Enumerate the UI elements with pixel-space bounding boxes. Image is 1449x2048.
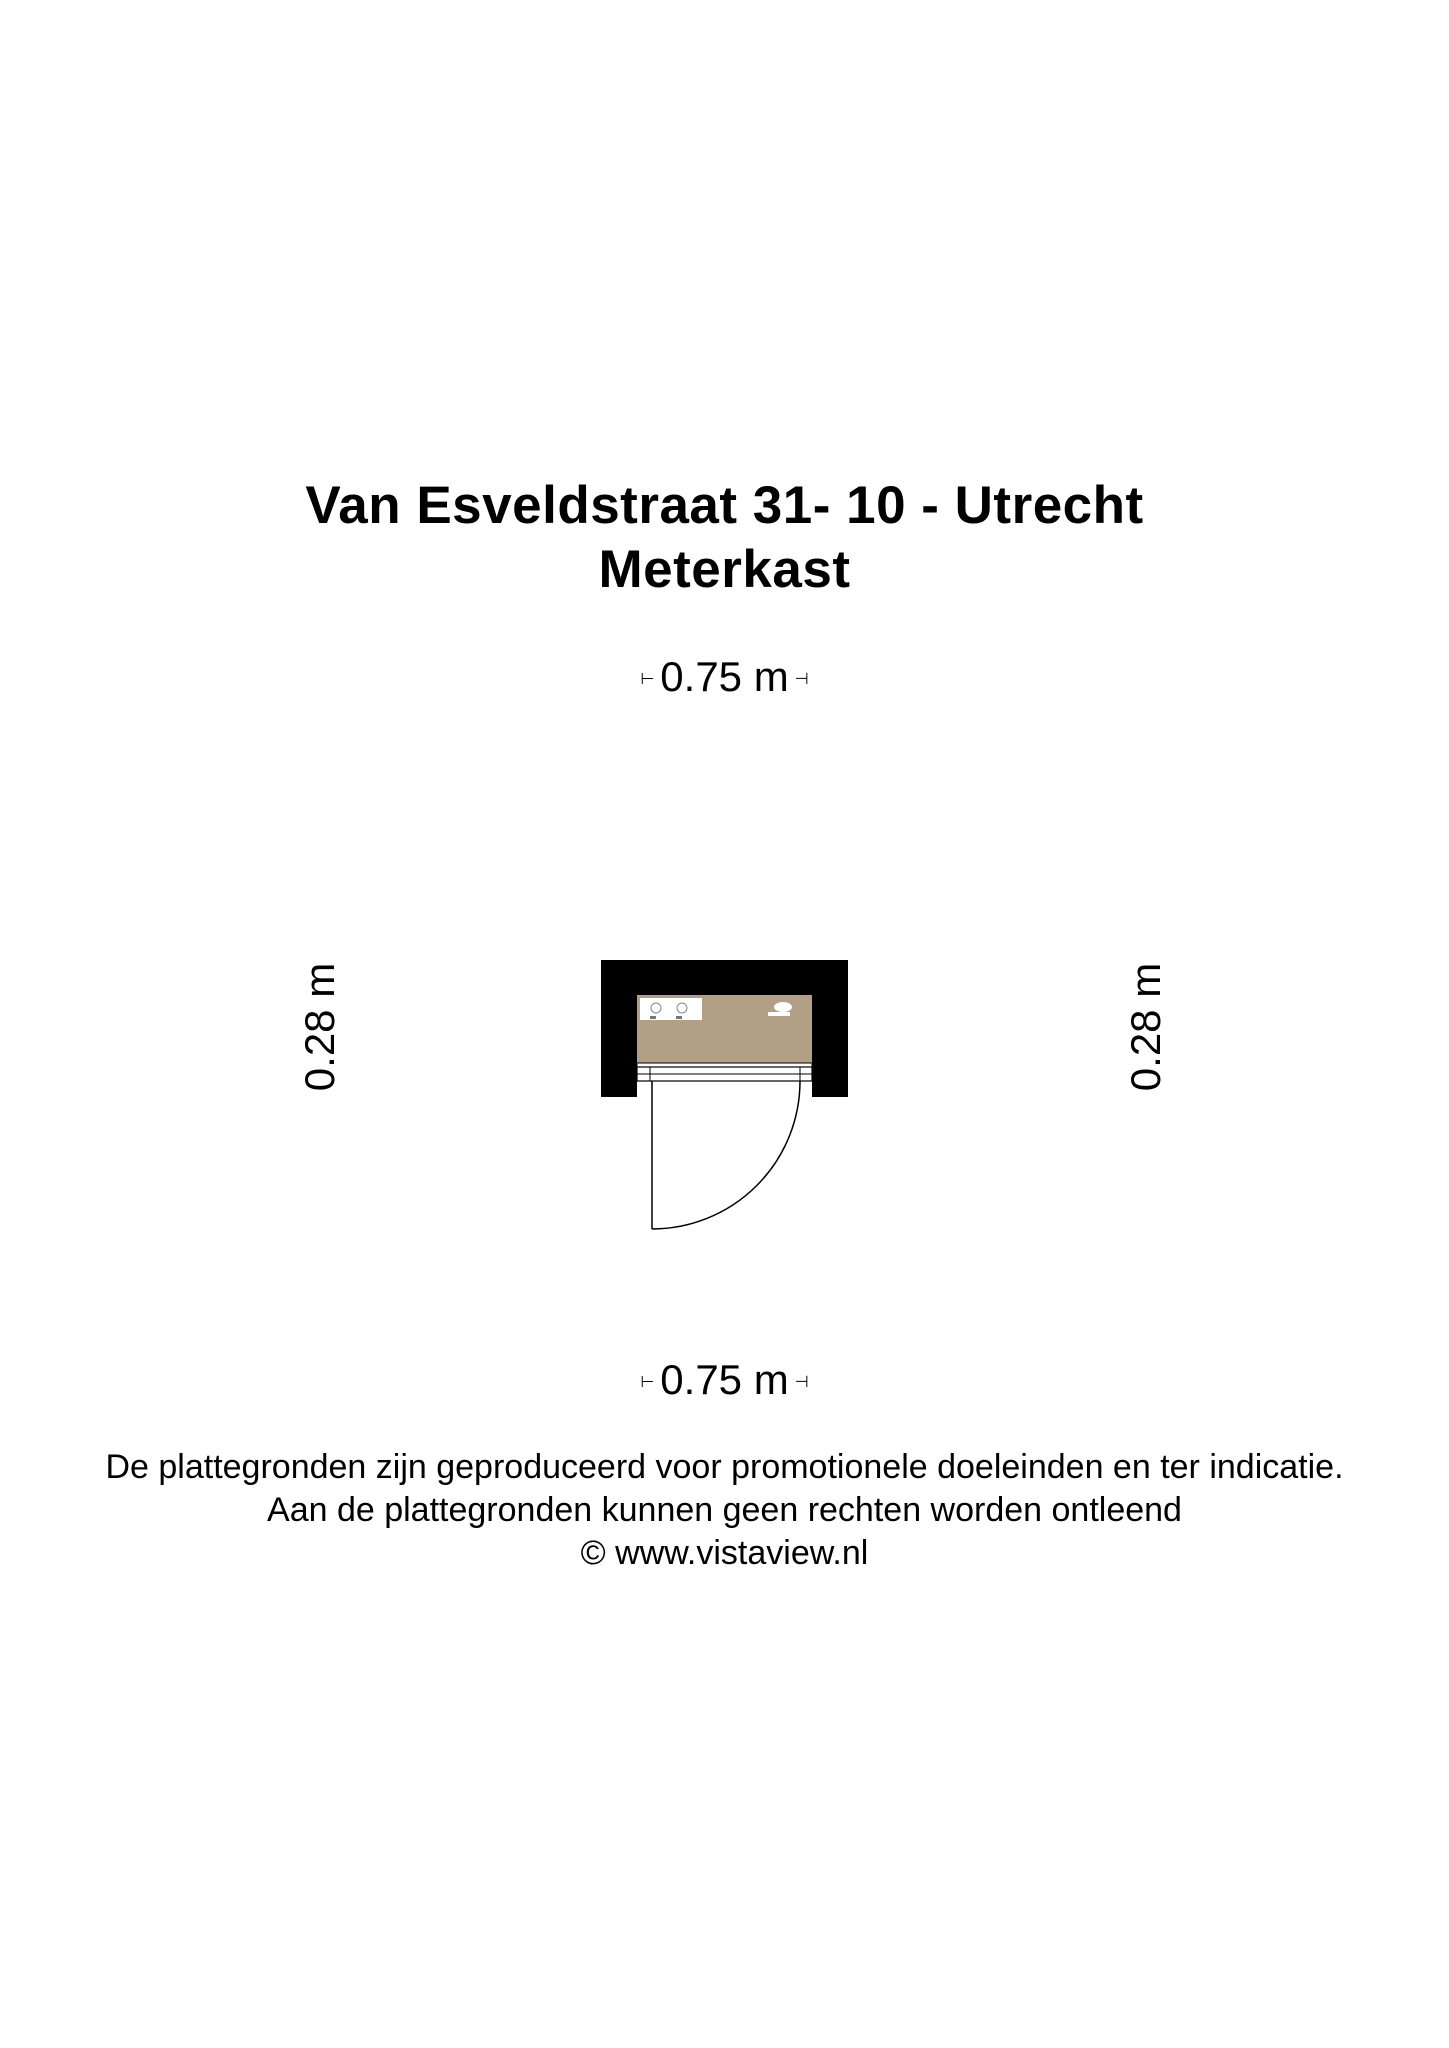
wall-left [601, 960, 637, 1097]
dimension-tick-right-icon: ⊣ [794, 1373, 809, 1391]
copyright: © www.vistaview.nl [580, 1534, 869, 1572]
dimension-width-top-label: 0.75 m [660, 653, 789, 700]
meter-icon [640, 998, 702, 1020]
plan-title [0, 474, 1449, 602]
dimension-depth-right: 0.28 m [1122, 962, 1169, 1092]
room-name: Meterkast [598, 540, 851, 599]
dimension-tick-right-icon: ⊣ [794, 670, 809, 688]
disclaimer-line-1: De plattegronden zijn geproduceerd voor promotionele doeleinden en ter indicatie. [105, 1448, 1344, 1486]
dimension-depth-left: 0.28 m [296, 962, 343, 1092]
dimension-tick-left-icon: ⊢ [640, 1373, 655, 1391]
door-swing-icon [652, 1081, 800, 1229]
dimension-tick-left-icon: ⊢ [640, 670, 655, 688]
wall-right [812, 960, 848, 1097]
floor-plan [590, 960, 860, 1240]
dimension-width-top [0, 652, 1449, 705]
dimension-width-bottom [0, 1355, 1449, 1408]
wall-top [601, 960, 848, 995]
disclaimer [0, 1446, 1449, 1575]
address-title: Van Esveldstraat 31- 10 - Utrecht [305, 476, 1144, 535]
disclaimer-line-2: Aan de plattegronden kunnen geen rechten worden ontleend [267, 1491, 1182, 1529]
dimension-width-bottom-label: 0.75 m [660, 1356, 789, 1403]
door-frame [637, 1067, 812, 1081]
